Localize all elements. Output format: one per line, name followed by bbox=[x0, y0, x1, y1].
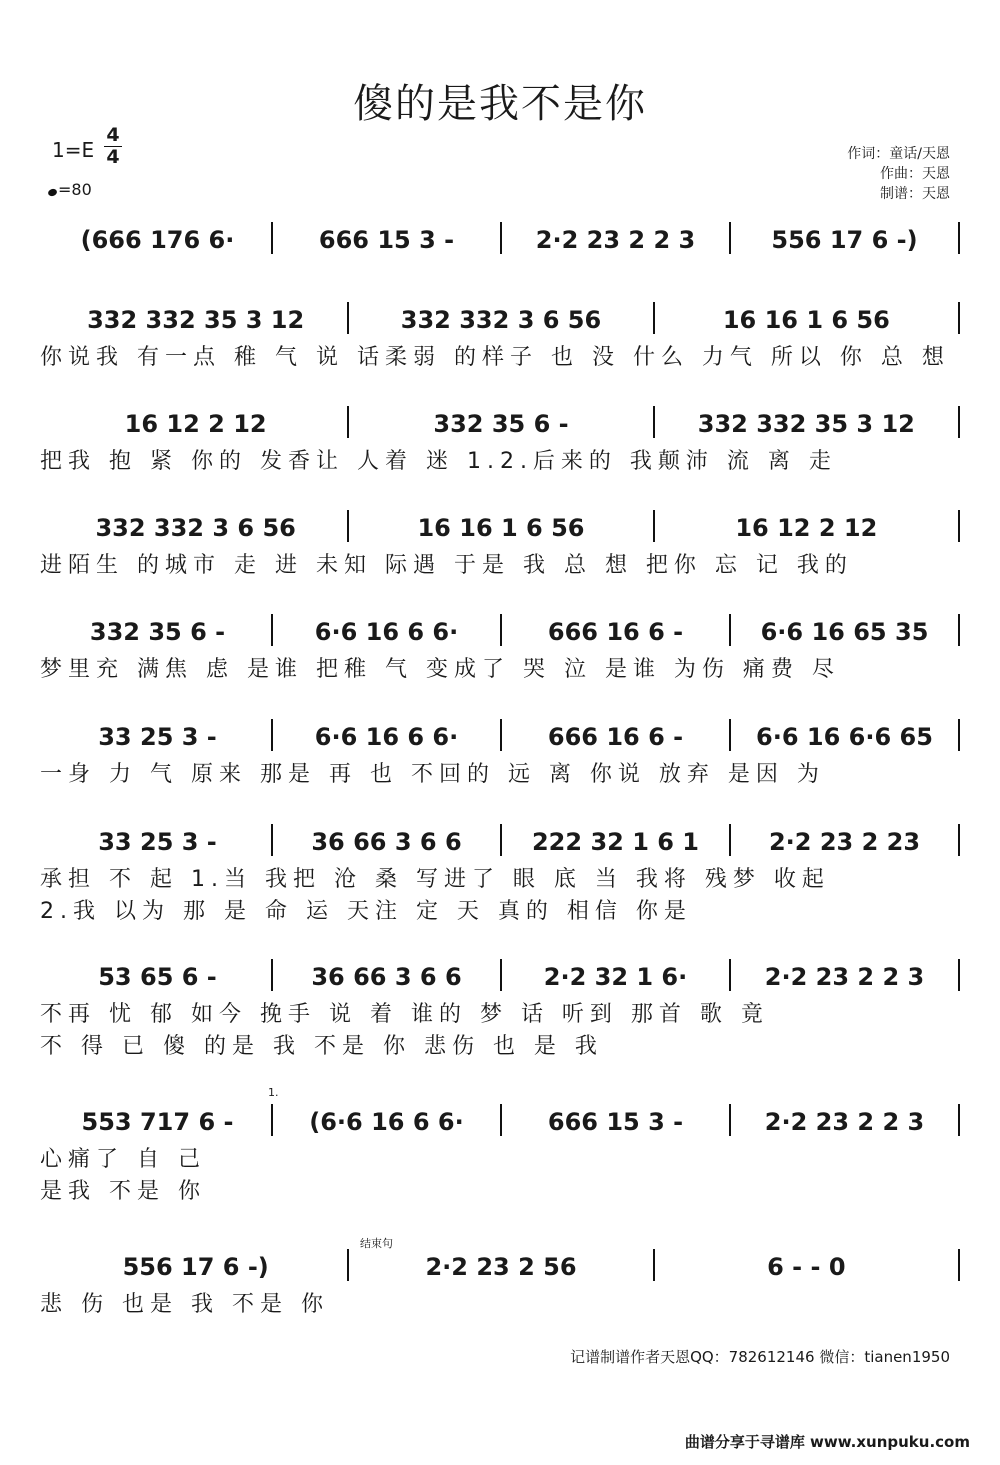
measure: 332 35 6 - bbox=[44, 614, 273, 646]
score-row bbox=[0, 506, 1000, 586]
measure: 2·2 23 2 2 3 bbox=[731, 1104, 960, 1136]
measure: 332 332 3 6 56 bbox=[349, 302, 654, 334]
lyric-line-2: 2.我 以为 那 是 命 运 天注 定 天 真的 相信 你是 bbox=[40, 899, 692, 922]
measure: (666 176 6· bbox=[44, 222, 273, 254]
score-row bbox=[0, 955, 1000, 1057]
tempo-value: =80 bbox=[58, 180, 92, 199]
page-title: 傻的是我不是你 bbox=[353, 81, 647, 127]
measure: 666 15 3 - bbox=[273, 222, 502, 254]
notation-line bbox=[44, 955, 960, 991]
measure: 2·2 23 2 2 3 bbox=[502, 222, 731, 254]
measure: 553 717 6 - bbox=[44, 1104, 273, 1136]
measure: 33 25 3 - bbox=[44, 719, 273, 751]
footer-note: 记谱制谱作者天恩QQ：782612146 微信：tianen1950 bbox=[570, 1348, 950, 1366]
lyric-line: 承担 不 起 1.当 我把 沧 桑 写进了 眼 底 当 我将 残梦 收起 bbox=[40, 867, 830, 890]
notation-line bbox=[44, 820, 960, 856]
notation-line bbox=[44, 506, 960, 542]
measure: 332 332 35 3 12 bbox=[44, 302, 349, 334]
notation-line bbox=[44, 402, 960, 438]
measure: 36 66 3 6 6 bbox=[273, 824, 502, 856]
credits bbox=[847, 144, 950, 204]
measure: 332 35 6 - bbox=[349, 406, 654, 438]
lyric-line: 不再 忧 郁 如今 挽手 说 着 谁的 梦 话 听到 那首 歌 竟 bbox=[40, 1002, 769, 1025]
notation-line bbox=[44, 218, 960, 254]
lyric-line-2: 不 得 已 傻 的是 我 不是 你 悲伤 也 是 我 bbox=[40, 1034, 603, 1057]
meter-top: 4 bbox=[106, 124, 120, 146]
score-row bbox=[0, 1245, 1000, 1325]
tempo-marking bbox=[48, 180, 92, 199]
lyric-line-2: 是我 不是 你 bbox=[40, 1179, 206, 1202]
measure: 16 16 1 6 56 bbox=[655, 302, 960, 334]
quarter-note-icon bbox=[47, 188, 58, 198]
score-row bbox=[0, 820, 1000, 922]
measure: 16 16 1 6 56 bbox=[349, 510, 654, 542]
score-row bbox=[0, 298, 1000, 378]
credit-notation: 制谱：天恩 bbox=[880, 186, 950, 202]
ending-label: 结束句 bbox=[360, 1237, 393, 1250]
lyric-line bbox=[40, 260, 960, 288]
score-row bbox=[0, 610, 1000, 690]
measure: 222 32 1 6 1 bbox=[502, 824, 731, 856]
measure: 33 25 3 - bbox=[44, 824, 273, 856]
volta-label: 1. bbox=[268, 1086, 279, 1099]
lyric-line: 一身 力 气 原来 那是 再 也 不回的 远 离 你说 放弃 是因 为 bbox=[40, 762, 825, 785]
measure: (6·6 16 6 6· bbox=[273, 1104, 502, 1136]
measure: 6 - - 0 bbox=[655, 1249, 960, 1281]
lyric-line: 心痛了 自 己 bbox=[40, 1147, 206, 1170]
lyric-line: 把我 抱 紧 你的 发香让 人着 迷 1.2.后来的 我颠沛 流 离 走 bbox=[40, 449, 837, 472]
score-row bbox=[0, 218, 1000, 298]
measure: 36 66 3 6 6 bbox=[273, 959, 502, 991]
footer-site: 曲谱分享于寻谱库 www.xunpuku.com bbox=[684, 1433, 970, 1451]
measure: 2·2 32 1 6· bbox=[502, 959, 731, 991]
measure: 6·6 16 6·6 65 bbox=[731, 719, 960, 751]
key-signature: 1=E bbox=[52, 138, 95, 162]
credit-lyrics: 作词：童话/天恩 bbox=[847, 146, 950, 162]
score-row bbox=[0, 402, 1000, 482]
measure: 2·2 23 2 56 bbox=[349, 1249, 654, 1281]
measure: 2·2 23 2 23 bbox=[731, 824, 960, 856]
notation-line bbox=[44, 298, 960, 334]
credit-music: 作曲：天恩 bbox=[880, 166, 950, 182]
measure: 6·6 16 6 6· bbox=[273, 719, 502, 751]
measure: 556 17 6 -) bbox=[44, 1249, 349, 1281]
measure: 16 12 2 12 bbox=[655, 510, 960, 542]
measure: 666 16 6 - bbox=[502, 614, 731, 646]
measure: 666 15 3 - bbox=[502, 1104, 731, 1136]
score-row bbox=[0, 715, 1000, 795]
lyric-line: 梦里充 满焦 虑 是谁 把稚 气 变成了 哭 泣 是谁 为伤 痛费 尽 bbox=[40, 657, 840, 680]
measure: 16 12 2 12 bbox=[44, 406, 349, 438]
meter-bottom: 4 bbox=[106, 146, 120, 168]
measure: 332 332 3 6 56 bbox=[44, 510, 349, 542]
measure: 6·6 16 65 35 bbox=[731, 614, 960, 646]
notation-line bbox=[44, 1100, 960, 1136]
time-signature bbox=[104, 126, 122, 167]
measure: 556 17 6 -) bbox=[731, 222, 960, 254]
score-row bbox=[0, 1100, 1000, 1202]
notation-line bbox=[44, 610, 960, 646]
measure: 2·2 23 2 2 3 bbox=[731, 959, 960, 991]
measure: 666 16 6 - bbox=[502, 719, 731, 751]
measure: 332 332 35 3 12 bbox=[655, 406, 960, 438]
notation-line bbox=[44, 1245, 960, 1281]
measure: 6·6 16 6 6· bbox=[273, 614, 502, 646]
notation-line bbox=[44, 715, 960, 751]
lyric-line: 你说我 有一点 稚 气 说 话柔弱 的样子 也 没 什么 力气 所以 你 总 想 bbox=[40, 345, 950, 368]
measure: 53 65 6 - bbox=[44, 959, 273, 991]
lyric-line: 悲 伤 也是 我 不是 你 bbox=[40, 1292, 329, 1315]
lyric-line: 进陌生 的城市 走 进 未知 际遇 于是 我 总 想 把你 忘 记 我的 bbox=[40, 553, 853, 576]
